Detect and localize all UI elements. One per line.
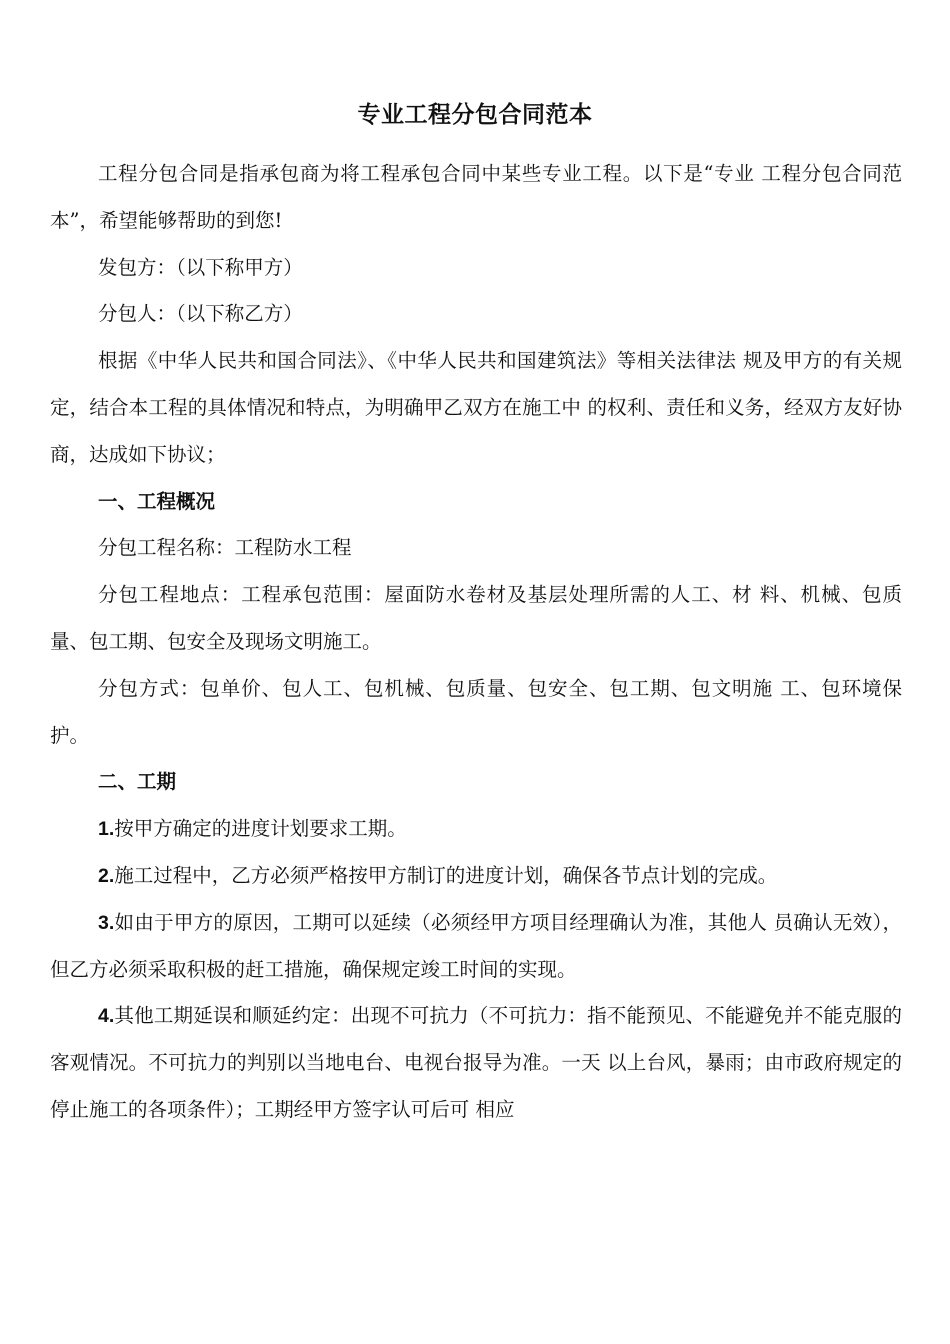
party-a-line: 发包方：（以下称甲方）	[98, 255, 303, 279]
document-title: 专业工程分包合同范本	[357, 101, 593, 128]
party-b-line: 分包人：（以下称乙方）	[98, 302, 303, 326]
schedule-item-4	[50, 993, 902, 1133]
item-text: 其他工期延误和顺延约定：出现不可抗力（不可抗力：指不能预见、不能避免并不能克服的客观情况。不可抗力的判别以当地电台、电视台报导为准。一天 以上台风，暴雨；由市政府规定的停止施工的各项条件）；工期经甲方签字认可后可 相应	[50, 1004, 902, 1121]
schedule-item-2	[50, 853, 902, 900]
item-number: 2.	[98, 864, 115, 887]
item-number: 1.	[98, 818, 115, 841]
intro-paragraph: 工程分包合同是指承包商为将工程承包合同中某些专业工程。以下是“专业 工程分包合同范本”，希望能够帮助的到您!	[50, 162, 902, 232]
item-text: 施工过程中，乙方必须严格按甲方制订的进度计划，确保各节点计划的完成。	[114, 863, 778, 887]
basis-paragraph: 根据《中华人民共和国合同法》、《中华人民共和国建筑法》等相关法律法 规及甲方的有关规定，结合本工程的具体情况和特点，为明确甲乙双方在施工中 的权利、责任和义务，经双方友好协商，达成如下协议；	[50, 349, 902, 466]
item-number: 3.	[98, 911, 115, 934]
schedule-item-1	[50, 806, 902, 853]
section-2-heading: 二、工期	[98, 770, 177, 794]
schedule-item-3	[50, 900, 902, 994]
section-1-heading: 一、工程概况	[98, 489, 216, 513]
item-text: 如由于甲方的原因，工期可以延续（必须经甲方项目经理确认为准，其他人 员确认无效），但乙方必须采取积极的赶工措施，确保规定竣工时间的实现。	[50, 910, 902, 981]
document-body	[50, 151, 902, 1134]
subcontract-method-paragraph: 分包方式：包单价、包人工、包机械、包质量、包安全、包工期、包文明施 工、包环境保护。	[50, 676, 902, 747]
project-location-paragraph: 分包工程地点：工程承包范围：屋面防水卷材及基层处理所需的人工、材 料、机械、包质量、包工期、包安全及现场文明施工。	[50, 583, 902, 653]
project-name-line: 分包工程名称：工程防水工程	[98, 536, 352, 560]
item-text: 按甲方确定的进度计划要求工期。	[114, 817, 407, 841]
item-number: 4.	[98, 1005, 115, 1028]
